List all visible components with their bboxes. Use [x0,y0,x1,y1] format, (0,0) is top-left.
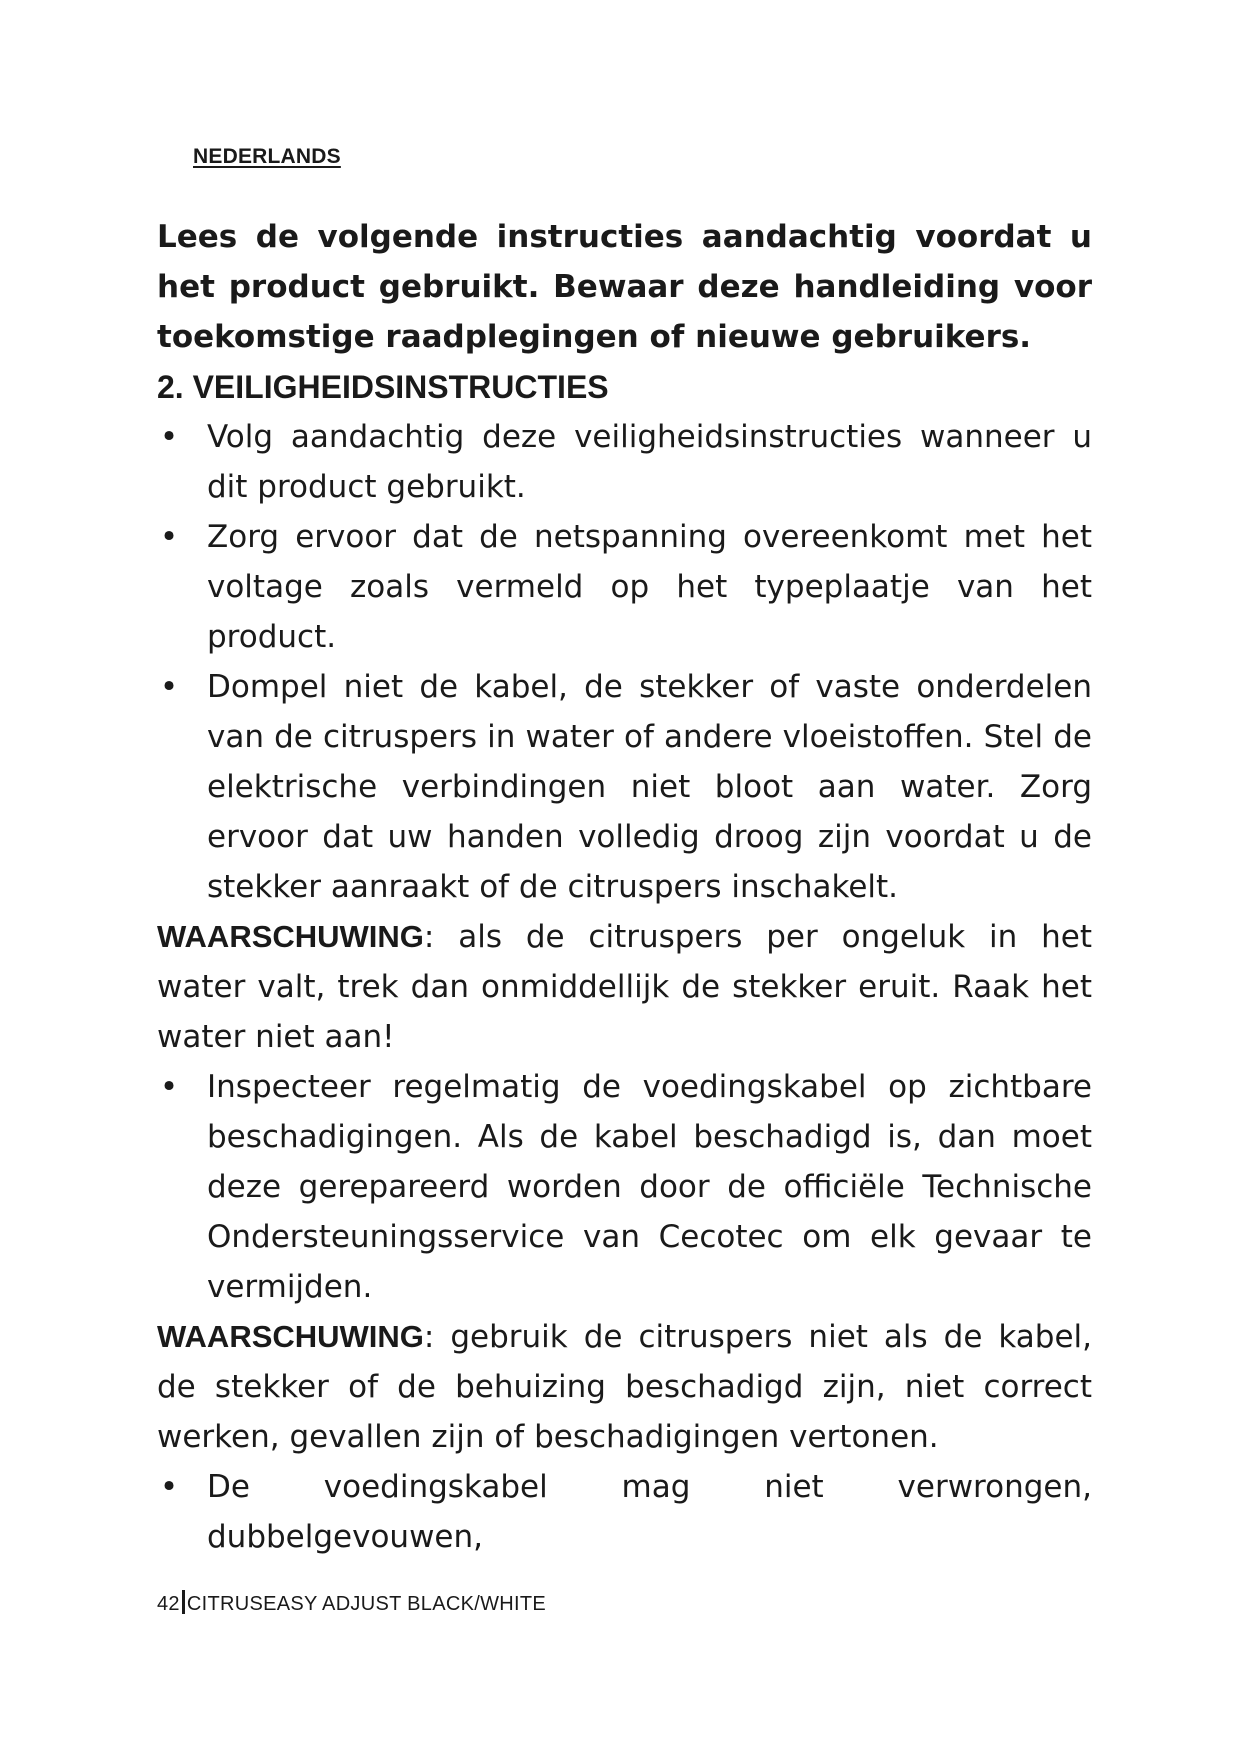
warning-text: : gebruik de citruspers niet als de kabel, de stekker of de behuizing beschadigd zijn, niet correct werken, gevallen zijn of beschadigingen vertonen. [157,1319,1092,1455]
bullet-item: • Zorg ervoor dat de netspanning overeenkomt met het voltage zoals vermeld op het typeplaatje van het product. [157,512,1092,662]
bullet-item: • Inspecteer regelmatig de voedingskabel op zichtbare beschadigingen. Als de kabel beschadigd is, dan moet deze gerepareerd worden door de officiële Technische Ondersteuningsservice van Cecotec om elk gevaar te vermijden. [157,1062,1092,1312]
product-name: CITRUSEASY ADJUST BLACK/WHITE [186,1593,547,1615]
warning-label: WAARSCHUWING [157,1319,424,1354]
page-content [157,212,1092,1562]
warning-paragraph [157,912,1092,1062]
bullet-item: • Dompel niet de kabel, de stekker of vaste onderdelen van de citruspers in water of andere vloeistoffen. Stel de elektrische verbindingen niet bloot aan water. Zorg ervoor dat uw handen volledig droog zijn voordat u de stekker aanraakt of de citruspers inschakelt. [157,662,1092,912]
bullet-item: • Volg aandachtig deze veiligheidsinstructies wanneer u dit product gebruikt. [157,412,1092,512]
warning-label: WAARSCHUWING [157,919,424,954]
language-label: NEDERLANDS [193,145,341,168]
page-footer [157,1590,546,1616]
warning-text: : als de citruspers per ongeluk in het water valt, trek dan onmiddellijk de stekker eruit. Raak het water niet aan! [157,919,1092,1055]
page-number: 42 [157,1593,180,1615]
footer-divider [182,1590,185,1614]
bullet-item: • De voedingskabel mag niet verwrongen, dubbelgevouwen, [157,1462,1092,1562]
warning-paragraph [157,1312,1092,1462]
intro-paragraph: Lees de volgende instructies aandachtig voordat u het product gebruikt. Bewaar deze handleiding voor toekomstige raadplegingen of nieuwe gebruikers. [157,219,1092,355]
section-heading: 2. VEILIGHEIDSINSTRUCTIES [157,369,609,405]
